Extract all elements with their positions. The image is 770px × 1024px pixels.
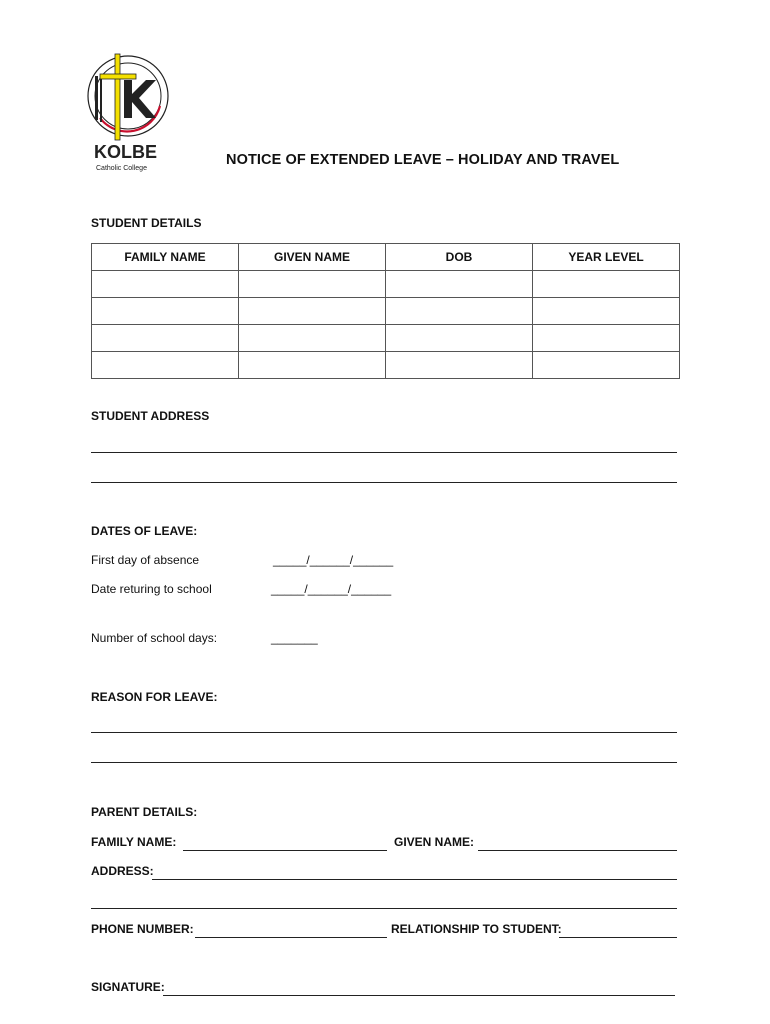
table-row — [92, 271, 680, 298]
dob-cell[interactable] — [386, 352, 533, 379]
dob-cell[interactable] — [386, 325, 533, 352]
reason-line-2[interactable] — [91, 762, 677, 763]
school-days-label: Number of school days: — [91, 631, 218, 645]
student-address-line-1[interactable] — [91, 452, 677, 453]
first-day-field[interactable]: _____/______/______ — [273, 553, 394, 567]
signature-field[interactable] — [163, 995, 675, 996]
phone-number-field[interactable] — [195, 937, 387, 938]
relationship-label: RELATIONSHIP TO STUDENT: — [391, 922, 562, 936]
parent-family-name-field[interactable] — [183, 850, 387, 851]
given-name-cell[interactable] — [239, 298, 386, 325]
column-header-family-name: FAMILY NAME — [92, 244, 239, 271]
table-row — [92, 298, 680, 325]
given-name-cell[interactable] — [239, 271, 386, 298]
parent-details-label: PARENT DETAILS: — [91, 805, 198, 819]
phone-number-label: PHONE NUMBER: — [91, 922, 194, 936]
first-day-label: First day of absence — [91, 553, 200, 567]
column-header-given-name: GIVEN NAME — [239, 244, 386, 271]
dob-cell[interactable] — [386, 271, 533, 298]
dates-of-leave-label: DATES OF LEAVE: — [91, 524, 198, 538]
reason-label: REASON FOR LEAVE: — [91, 690, 218, 704]
year-level-cell[interactable] — [533, 325, 680, 352]
form-title: NOTICE OF EXTENDED LEAVE – HOLIDAY AND TRAVEL — [226, 152, 620, 168]
parent-address-label: ADDRESS: — [91, 864, 154, 878]
parent-address-line-2[interactable] — [91, 908, 677, 909]
school-days-row — [91, 631, 217, 645]
family-name-cell[interactable] — [92, 298, 239, 325]
table-row — [92, 352, 680, 379]
column-header-dob: DOB — [386, 244, 533, 271]
family-name-cell[interactable] — [92, 325, 239, 352]
student-details-table — [91, 243, 680, 379]
student-address-label: STUDENT ADDRESS — [91, 409, 210, 423]
parent-given-name-field[interactable] — [478, 850, 677, 851]
parent-family-name-label: FAMILY NAME: — [91, 835, 177, 849]
table-row — [92, 325, 680, 352]
family-name-cell[interactable] — [92, 352, 239, 379]
return-date-label: Date returing to school — [91, 582, 212, 596]
first-day-row — [91, 553, 199, 567]
parent-given-name-label: GIVEN NAME: — [394, 835, 475, 849]
student-address-line-2[interactable] — [91, 482, 677, 483]
parent-address-field[interactable] — [152, 879, 677, 880]
family-name-cell[interactable] — [92, 271, 239, 298]
return-date-field[interactable]: _____/______/______ — [271, 582, 392, 596]
given-name-cell[interactable] — [239, 325, 386, 352]
kolbe-logo — [86, 46, 176, 176]
column-header-year-level: YEAR LEVEL — [533, 244, 680, 271]
return-date-row — [91, 582, 212, 596]
reason-line-1[interactable] — [91, 732, 677, 733]
relationship-field[interactable] — [559, 937, 677, 938]
logo-subtext: Catholic College — [96, 165, 147, 172]
school-days-field[interactable]: _______ — [271, 631, 318, 645]
year-level-cell[interactable] — [533, 298, 680, 325]
logo-wordmark: KOLBE — [94, 142, 157, 162]
given-name-cell[interactable] — [239, 352, 386, 379]
year-level-cell[interactable] — [533, 271, 680, 298]
signature-label: SIGNATURE: — [91, 980, 165, 994]
dob-cell[interactable] — [386, 298, 533, 325]
year-level-cell[interactable] — [533, 352, 680, 379]
student-details-label: STUDENT DETAILS — [91, 216, 202, 230]
